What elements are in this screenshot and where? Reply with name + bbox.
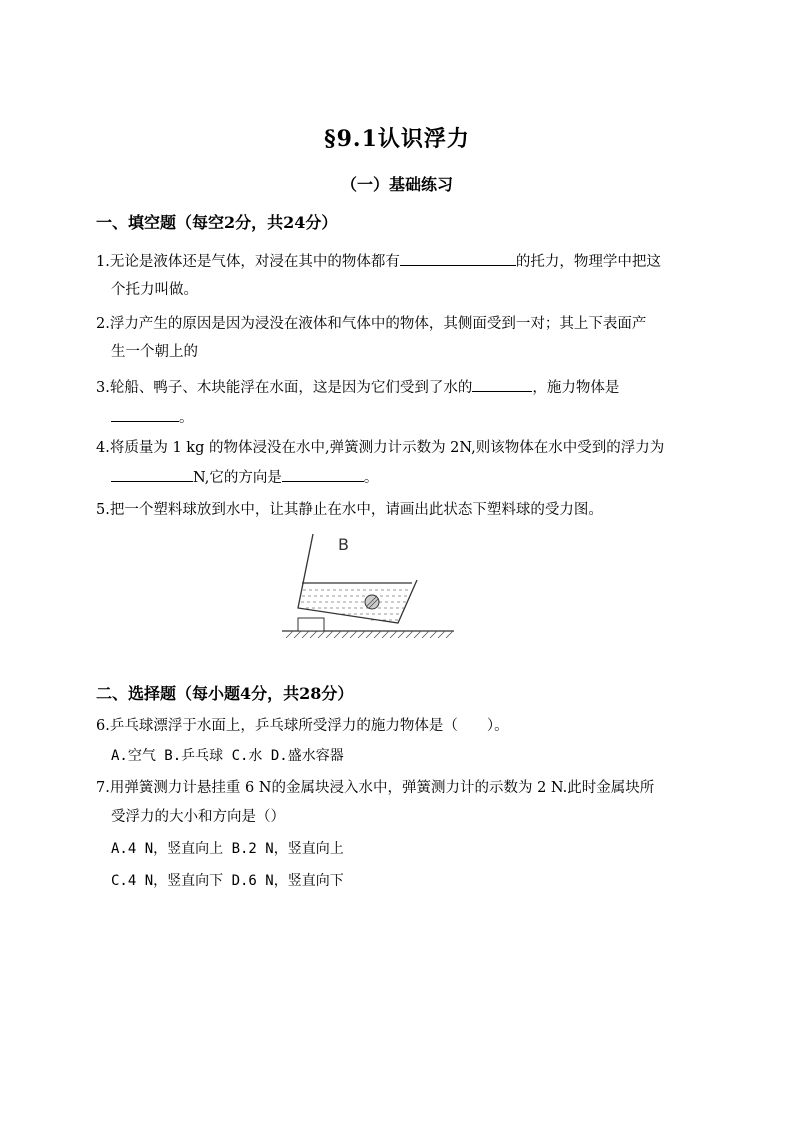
question-7 — [96, 778, 706, 891]
question-3 — [96, 376, 706, 428]
q3-text-a: 3.轮船、鸭子、木块能浮在水面，这是因为它们受到了水的 — [96, 380, 473, 396]
support-block — [298, 618, 324, 631]
q4-text-b: N,它的方向是 — [193, 470, 282, 486]
q7-line-1: 7.用弹簧测力计悬挂重 6 N的金属块浸入水中，弹簧测力计的示数为 2 N.此时金属块所 — [96, 780, 655, 796]
tilted-container-diagram — [276, 532, 462, 650]
q4-line-1: 4.将质量为 1 kg 的物体浸没在水中,弹簧测力计示数为 2N,则该物体在水中受到的浮力为 — [96, 440, 665, 456]
question-2 — [96, 314, 706, 362]
q6-text: 6.乒乓球漂浮于水面上，乒乓球所受浮力的施力物体是（ ）。 — [96, 718, 509, 734]
page-title: §9.1认识浮力 — [324, 126, 470, 152]
question-1 — [96, 250, 706, 300]
q7-options-1: A.4 N，竖直向上 B.2 N，竖直向上 — [111, 841, 344, 857]
q7-line-2: 受浮力的大小和方向是（） — [111, 809, 285, 825]
figure-label-b: B — [338, 535, 349, 554]
question-5: 5.把一个塑料球放到水中，让其静止在水中，请画出此状态下塑料球的受力图。 — [96, 502, 603, 518]
q1-line-2: 个托力叫做。 — [111, 282, 198, 298]
question-4 — [96, 438, 706, 488]
q4-blank-1[interactable] — [111, 466, 193, 482]
plastic-ball — [365, 595, 379, 609]
q6-options: A.空气 B.乒乓球 C.水 D.盛水容器 — [111, 748, 344, 764]
q1-text-b: 的托力，物理学中把这 — [515, 254, 661, 270]
q3-line-2-end: 。 — [179, 410, 194, 426]
page-subtitle: （一）基础练习 — [340, 175, 453, 194]
q1-text-a: 1.无论是液体还是气体，对浸在其中的物体都有 — [96, 254, 400, 270]
q4-blank-2[interactable] — [282, 466, 364, 482]
q3-blank-1[interactable] — [472, 376, 532, 392]
q2-line-1: 2.浮力产生的原因是因为浸没在液体和气体中的物体，其侧面受到一对；其上下表面产 — [96, 316, 647, 332]
section-heading-fill-in: 一、填空题（每空2分，共24分） — [96, 213, 338, 232]
question-6 — [96, 716, 706, 766]
q1-blank-1[interactable] — [400, 250, 516, 266]
q3-text-b: ，施力物体是 — [532, 380, 620, 396]
section-heading-multiple-choice: 二、选择题（每小题4分，共28分） — [96, 684, 354, 703]
q4-line-2-end: 。 — [363, 470, 379, 486]
q3-blank-2[interactable] — [111, 406, 179, 422]
q7-options-2: C.4 N，竖直向下 D.6 N，竖直向下 — [111, 873, 344, 889]
ground-surface — [282, 631, 454, 638]
q2-line-2: 生一个朝上的 — [111, 344, 198, 360]
